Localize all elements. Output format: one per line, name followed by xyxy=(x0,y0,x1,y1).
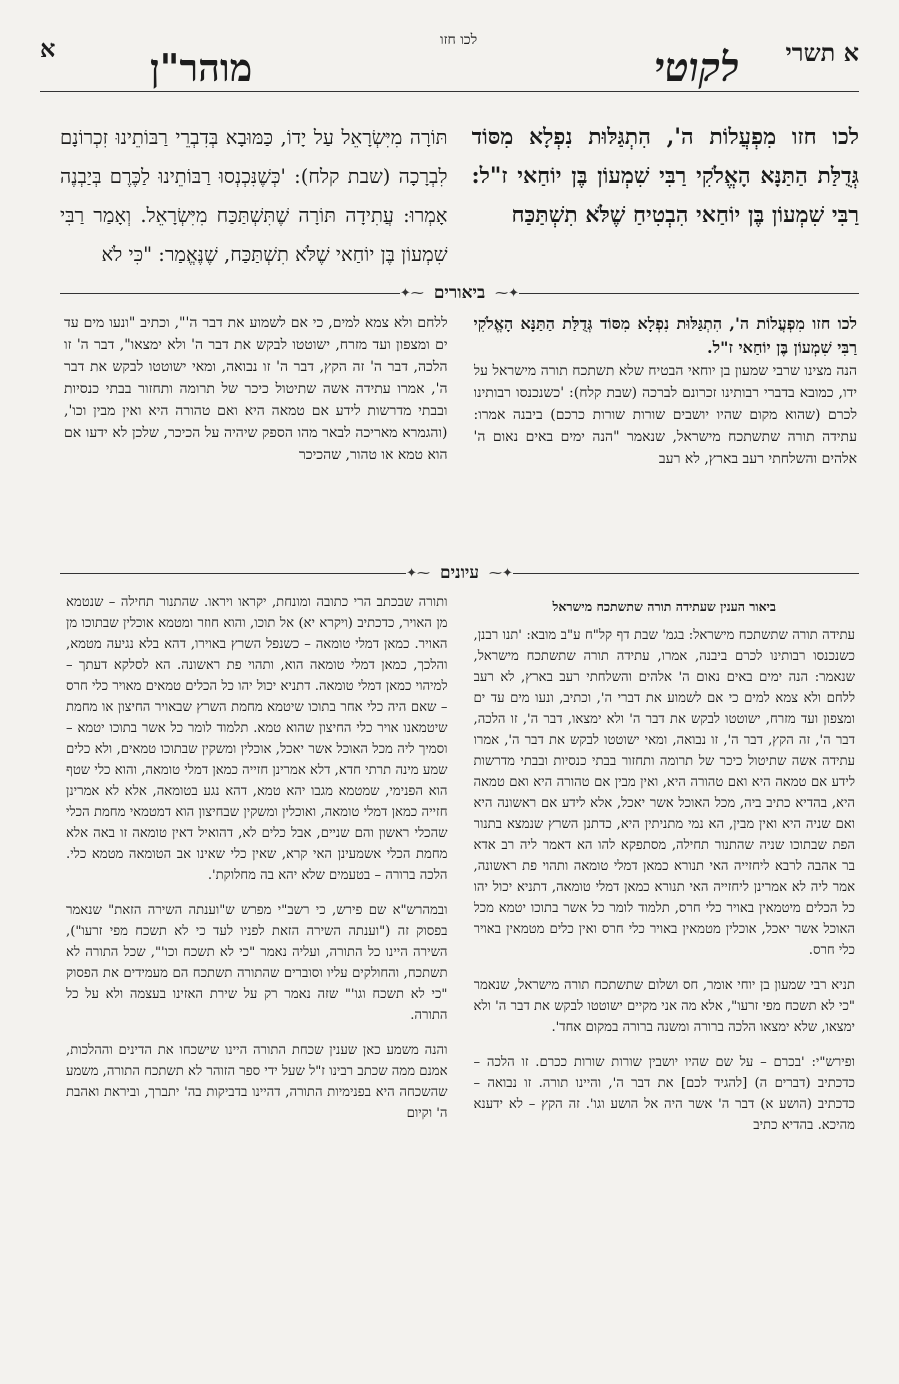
biurim-right-body: הנה מצינו שרבי שמעון בן יוחאי הבטיח שלא תשתכח תורה מישראל על ידו, כמובא בדברי רבותינו זכרונם לברכה (שבת קלח): 'כשנכנסו רבותינו לכרם (שהוא מקום שהיו יושבים שורות שורות כרכם) ביבנה אמרו: עתידה תורה שתשתכח מישראל, שנאמר "הנה ימים באים נאום ה' אלהים והשלחתי רעב בארץ, לא רעב xyxy=(473,363,857,467)
page-header xyxy=(40,14,859,92)
divider-line xyxy=(60,573,406,574)
biurim-section xyxy=(64,312,857,530)
paragraph: תניא רבי שמעון בן יוחי אומר, חס ושלום שתשתכח תורה מישראל, שנאמר "כי לא תשכח מפי זרעו", אלא מה אני מקיים ישוטטו לבקש את דבר ה' ולא ימצאו, שלא ימצאו הלכה ברורה ומשנה ברורה במקום אחד'. xyxy=(473,978,855,1035)
paragraph: ובמהרש"א שם פירש, כי רשב"י מפרש ש"וענתה השירה הזאת" שנאמר בפסוק זה ("וענתה השירה הזאת לפניו לעד כי לא תשכח מפי זרעו"), השירה היינו כל התורה, ועליה נאמר "כי לא תשכח וכו'", שכל התורה לא תשתכח, והחולקים עליו וסוברים שהתורה תשתכח הם מעמידים את הפסוק "כי לא תשכח וגו'" שזה נאמר רק על שירת האזינו בעצמה ולא על כל התורה. xyxy=(66,903,448,1023)
date-label: א תשרי xyxy=(785,38,859,67)
section-title: לכו חזו xyxy=(440,32,478,48)
biurim-heading: ביאורים xyxy=(433,283,486,303)
main-text-left-column: תּוֹרָה מִיִּשְׂרָאֵל עַל יָדוֹ, כַּמּוּבָא בְּדִבְרֵי רַבּוֹתֵינוּ זִכְרוֹנָם לִבְרָכָה (שבת קלח): 'כְּשֶׁנִּכְנְסוּ רַבּוֹתֵינוּ לַכֶּרֶם בְּיַבְנֶה אָמְרוּ: עֲתִידָה תּוֹרָה שֶׁתִּשְׁתַּכַּח מִיִּשְׂרָאֵל. וְאָמַר רַבִּי שִׁמְעוֹן בֶּן יוֹחַאי שֶׁלֹּא תִשְׁתַּכַּח, שֶׁנֶּאֱמַר: "כִּי לֹא xyxy=(60,126,448,266)
paragraph: ופירש"י: 'בכרם – על שם שהיו יושבין שורות שורות ככרם. זו הלכה – כדכתיב (דברים ה) [להגיד לכם] את דבר ה', והיינו תורה. זו נבואה – כדכתיב (הושע א) דבר ה' אשר היה אל הושע וגו'. זה הקץ – לא ידענא מהיכא. בהדיא כתיב xyxy=(473,1055,855,1133)
iyunim-heading: עיונים xyxy=(439,563,480,583)
book-title-right: לקוטי xyxy=(654,44,739,91)
book-title-left: מוהר"ן xyxy=(150,45,253,90)
paragraph: והנה משמע כאן שענין שכחת התורה היינו שישכחו את הדינים וההלכות, אמנם ממה שכתב רבינו ז"ל שעל ידי ספר הזוהר לא תשתכח התורה, משמע שהשכחה היא בפנימיות התורה, דהיינו בדביקות בה' יתברך, וביראת ואהבת ה' וקיום xyxy=(66,1043,448,1121)
iyunim-left-column xyxy=(66,592,448,1382)
biurim-lead: לכו חזו מִפְעֲלוֹת ה', הִתְגַּלּוּת נִפְלָא מִסּוֹד גְּדֻלַּת הַתַּנָּא הָאֱלֹקִי רַבִּי שִׁמְעוֹן בֶּן יוֹחַאי ז"ל. xyxy=(473,314,857,357)
paragraph: ותורה שבכתב הרי כתובה ומונחת, יקראו ויראו. שהתנור תחילה – שנטמא מן האויר, כדכתיב (ויקרא יא) אל תוכו, והוא חוזר ומטמא אוכלין שבתוכו מן האויר. כמאן דמלי טומאה – כשנפל השרץ באוירו, דהא בלא נגיעה מטמא, והלכך, כמאן דמלי טומאה הוא, ותהוי פת ראשונה. הא לסלקא דעתך – למיהוי כמאן דמלי טומאה. דתניא יכול יהו כל הכלים טמאים מאויר כלי חרס – שאם היה כלי אחר בתוכו שיטמא מחמת השרץ שבאויר החיצון או מחמת שיטמאנו אויר כלי החיצון שהוא טמא. תלמוד לומר כל אשר בתוכו יטמא – וסמיך ליה מכל האוכל אשר יאכל, אוכלין ומשקין שבתוכו טמאים, ולא כלים שמע מינה תרתי חדא, דלא אמרינן חזייה כמאן דמלי טומאה, והוא כלי שטף הוא הפנימי, שמטמא מגבו יהא טמא, דהא נגע בטומאה, אלא לא אמרינן חזייה כמאן דמלי טומאה, ואוכלין ומשקין שבחיצון הוא דמטמאי מחמת הכלי שהכלי ראשון והם שניים, אבל כלים לא, דהואיל דאין טומאה זו באה אלא מחמת הכלי אשמעינן האי קרא, שאין כלי שאינו אב הטומאה מטמא כלי. הלכה ברורה – בטעמים שלא יהא בה מחלוקת'. xyxy=(66,595,448,883)
iyunim-subtitle: ביאור הענין שעתידה תורה שתשתכח מישראל xyxy=(552,599,776,614)
iyunim-divider xyxy=(60,562,859,584)
iyunim-right-column xyxy=(474,592,856,1382)
ornament-icon: ⁓✦ xyxy=(399,285,424,301)
biurim-left-column: ללחם ולא צמא למים, כי אם לשמוע את דבר ה'", וכתיב "ונעו מים עד ים ומצפון ועד מזרח, ישוטטו לבקש את דבר ה' ולא ימצאו", דבר ה' זו הלכה, דבר ה' זה הקץ, דבר ה' זו נבואה, ומאי ישוטטו לבקש את דבר ה', אמרו עתידה אשה שתיטול כיכר של תרומה ותחזור בבתי כנסיות ובבתי מדרשות לידע אם טמאה היא ואם טהורה היא ואין מבין וכו', (והגמרא מאריכה לבאר מהו הספק שיהיה על הכיכר, שלכן לא ידעו אם הוא טמא או טהור, שהכיכר xyxy=(64,315,448,463)
ornament-icon: ✦⁓ xyxy=(489,565,513,581)
biurim-right-column xyxy=(474,312,858,530)
divider-line xyxy=(519,293,859,294)
biurim-divider xyxy=(60,282,859,304)
page-number: א xyxy=(40,34,56,63)
ornament-icon: ✦⁓ xyxy=(495,285,520,301)
main-text-right-column: לכו חזו מִפְעֲלוֹת ה', הִתְגַּלּוּת נִפְלָא מִסּוֹד גְּדֻלַּת הַתַּנָּא הָאֱלֹקִי רַבִּי שִׁמְעוֹן בֶּן יוֹחַאי ז"ל: רַבִּי שִׁמְעוֹן בֶּן יוֹחַאי הִבְטִיחַ שֶׁלֹּא תִשְׁתַּכַּח xyxy=(471,124,859,228)
ornament-icon: ⁓✦ xyxy=(406,565,430,581)
iyunim-section xyxy=(66,592,855,1382)
main-text xyxy=(60,118,859,268)
divider-line xyxy=(60,293,400,294)
divider-line xyxy=(513,573,859,574)
paragraph: עתידה תורה שתשתכח מישראל: בגמ' שבת דף קל"ח ע"ב מובא: 'תנו רבנן, כשנכנסו רבותינו לכרם ביבנה, אמרו, עתידה תורה שתשתכח מישראל, שנאמר: הנה ימים באים נאום ה' אלהים והשלחתי רעב בארץ, לא רעב ללחם ולא צמא למים כי אם לשמוע את דברי ה', וכתיב, ונעו מים עד ים ומצפון ועד מזרח, ישוטטו לבקש את דבר ה' ולא ימצאו, דבר ה', זו הלכה, דבר ה', זה הקץ, דבר ה', זו נבואה, ומאי ישוטטו לבקש את דבר ה', אמרו עתידה אשה שתיטול כיכר של תרומה ותחזור בבתי כנסיות ובבתי מדרשות לידע אם טמאה היא ואם טהורה היא, ואין מבין אם טהורה היא ואם טמאה היא, בהדיא כתיב ביה, מכל האוכל אשר יאכל, אלא לידע אם ראשונה היא ואם שניה היא ואין מבין, הא נמי מתניתין היא, כדתנן השרץ שנמצא בתנור הפת שבתוכו שניה שהתנור תחילה, מסתפקא להו הא דאמר ליה רב אדא בר אהבה לרבא ליחזייה האי תנורא כמאן דמלי טומאה ותהוי פת ראשונה, אמר ליה לא אמרינן ליחזייה האי תנורא כמאן דמלי טומאה, דתניא יכול יהו כל הכלים מיטמאין באויר כלי חרס, תלמוד לומר כל אשר בתוכו יטמא מכל האוכל אשר יאכל, אוכלין מטמאין באויר כלי חרס ואין כלים מטמאין באויר כלי חרס. xyxy=(473,628,855,958)
